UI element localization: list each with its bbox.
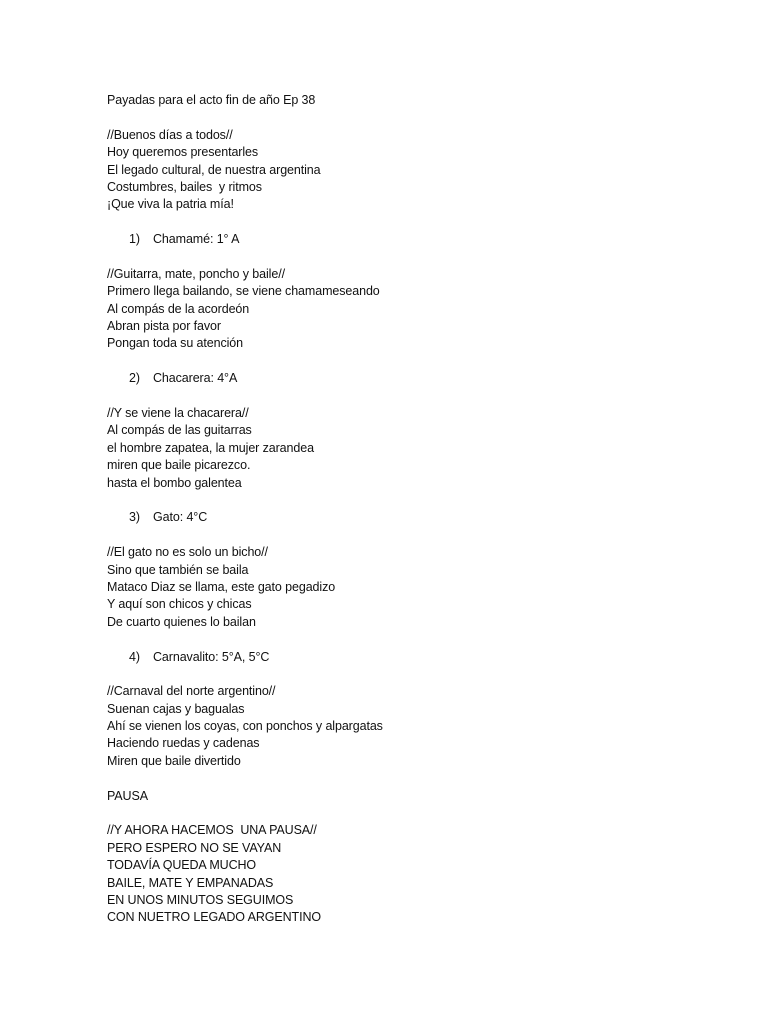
verse-line: Y aquí son chicos y chicas	[107, 597, 252, 612]
spacer	[107, 353, 707, 370]
verse-line: Abran pista por favor	[107, 319, 221, 334]
document-title: Payadas para el acto fin de año Ep 38	[107, 93, 316, 107]
section-heading-text: Chamamé: 1° A	[153, 232, 240, 247]
section-number: 3)	[129, 510, 140, 525]
verse-line: Primero llega bailando, se viene chamameseando	[107, 284, 380, 299]
document-page	[107, 92, 707, 927]
verse-line: BAILE, MATE Y EMPANADAS	[107, 875, 274, 890]
section-stanza	[107, 683, 707, 770]
verse-line: Ahí se vienen los coyas, con ponchos y alpargatas	[107, 719, 383, 734]
section-stanza	[107, 405, 707, 492]
verse-line: el hombre zapatea, la mujer zarandea	[107, 440, 314, 455]
spacer	[107, 388, 707, 405]
pause-heading: PAUSA	[107, 788, 148, 803]
section-number: 4)	[129, 649, 140, 664]
section-heading-text: Gato: 4°C	[153, 510, 208, 525]
verse-line: El legado cultural, de nuestra argentina	[107, 162, 321, 177]
section-heading	[107, 370, 707, 387]
verse-line: //Carnaval del norte argentino//	[107, 684, 276, 699]
spacer	[107, 770, 707, 787]
verse-line: Mataco Diaz se llama, este gato pegadizo	[107, 579, 336, 594]
verse-line: Al compás de las guitarras	[107, 423, 252, 438]
spacer	[107, 214, 707, 231]
spacer	[107, 109, 707, 126]
verse-line: De cuarto quienes lo bailan	[107, 614, 256, 629]
section-heading-text: Chacarera: 4°A	[153, 371, 238, 386]
verse-line: //Buenos días a todos//	[107, 127, 233, 142]
verse-line: Pongan toda su atención	[107, 336, 244, 351]
verse-line: //El gato no es solo un bicho//	[107, 545, 268, 560]
verse-line: Hoy queremos presentarles	[107, 145, 259, 160]
spacer	[107, 666, 707, 683]
verse-line: Suenan cajas y bagualas	[107, 701, 245, 716]
verse-line: Sino que también se baila	[107, 562, 249, 577]
intro-stanza	[107, 127, 707, 214]
verse-line: TODAVÍA QUEDA MUCHO	[107, 858, 257, 873]
spacer	[107, 527, 707, 544]
verse-line: ¡Que viva la patria mía!	[107, 197, 234, 212]
verse-line: Haciendo ruedas y cadenas	[107, 736, 260, 751]
verse-line: EN UNOS MINUTOS SEGUIMOS	[107, 892, 294, 907]
spacer	[107, 492, 707, 509]
verse-line: hasta el bombo galentea	[107, 475, 242, 490]
section-number: 1)	[129, 232, 140, 247]
section-heading-text: Carnavalito: 5°A, 5°C	[153, 649, 270, 664]
spacer	[107, 249, 707, 266]
section-stanza	[107, 266, 707, 353]
section-number: 2)	[129, 371, 140, 386]
verse-line: PERO ESPERO NO SE VAYAN	[107, 840, 282, 855]
verse-line: Costumbres, bailes y ritmos	[107, 179, 262, 194]
section-heading	[107, 231, 707, 248]
verse-line: CON NUETRO LEGADO ARGENTINO	[107, 910, 321, 925]
verse-line: miren que baile picarezco.	[107, 458, 251, 473]
verse-line: Miren que baile divertido	[107, 753, 241, 768]
section-heading	[107, 649, 707, 666]
verse-line: //Y se viene la chacarera//	[107, 406, 249, 421]
verse-line: //Y AHORA HACEMOS UNA PAUSA//	[107, 823, 317, 838]
spacer	[107, 805, 707, 822]
section-stanza	[107, 544, 707, 631]
verse-line: //Guitarra, mate, poncho y baile//	[107, 266, 285, 281]
verse-line: Al compás de la acordeón	[107, 301, 250, 316]
pause-stanza	[107, 822, 707, 926]
spacer	[107, 631, 707, 648]
section-heading	[107, 509, 707, 526]
